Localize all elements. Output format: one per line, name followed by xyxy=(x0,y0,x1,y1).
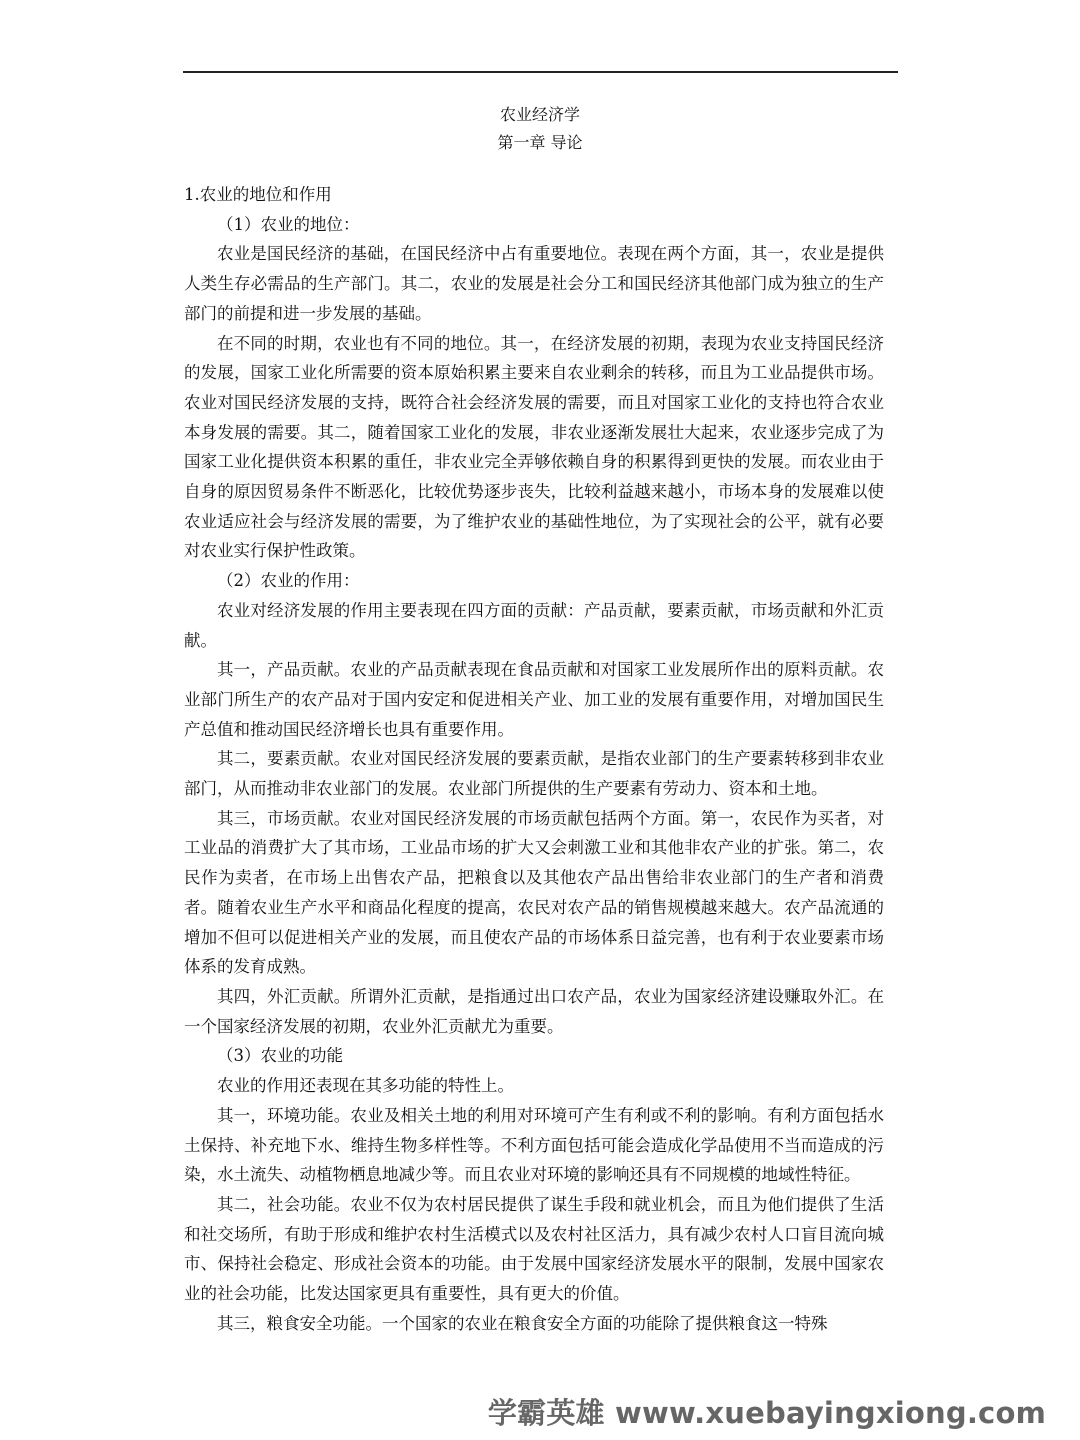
watermark-url: www.xuebayingxiong.com xyxy=(615,1396,1046,1430)
chapter-title: 第一章 导论 xyxy=(497,133,583,152)
paragraph: 其三，市场贡献。农业对国民经济发展的市场贡献包括两个方面。第一，农民作为买者，对工业品的消费扩大了其市场，工业品市场的扩大又会刺激工业和其他非农产业的扩张。第二，农民作为卖者，在市场上出售农产品，把粮食以及其他农产品出售给非农业部门的生产者和消费者。随着农业生产水平和商品化程度的提高，农民对农产品的销售规模越来越大。农产品流通的增加不但可以促进相关产业的发展，而且使农产品的市场体系日益完善，也有利于农业要素市场体系的发育成熟。 xyxy=(184,808,884,977)
section-heading: 1.农业的地位和作用 xyxy=(184,185,332,204)
paragraph: 其三，粮食安全功能。一个国家的农业在粮食安全方面的功能除了提供粮食这一特殊 xyxy=(217,1313,828,1333)
paragraph: 其四，外汇贡献。所谓外汇贡献，是指通过出口农产品，农业为国家经济建设赚取外汇。在一个国家经济发展的初期，农业外汇贡献尤为重要。 xyxy=(184,986,884,1036)
paragraph: 农业的作用还表现在其多功能的特性上。 xyxy=(217,1076,514,1096)
book-title: 农业经济学 xyxy=(499,105,580,124)
watermark xyxy=(488,1391,1046,1432)
document-body xyxy=(184,180,884,1338)
paragraph: 农业对经济发展的作用主要表现在四方面的贡献：产品贡献，要素贡献，市场贡献和外汇贡献。 xyxy=(184,600,884,650)
paragraph: 农业是国民经济的基础，在国民经济中占有重要地位。表现在两个方面，其一，农业是提供人类生存必需品的生产部门。其二，农业的发展是社会分工和国民经济其他部门成为独立的生产部门的前提和进一步发展的基础。 xyxy=(184,244,884,323)
watermark-brand: 学霸英雄 xyxy=(487,1396,605,1430)
subsection-heading: （1）农业的地位： xyxy=(217,214,360,234)
paragraph: 其二，社会功能。农业不仅为农村居民提供了谋生手段和就业机会，而且为他们提供了生活和社交场所，有助于形成和维护农村生活模式以及农村社区活力，具有减少农村人口盲目流向城市、保持社会稳定、形成社会资本的功能。由于发展中国家经济发展水平的限制，发展中国家农业的社会功能，比发达国家更具有重要性，具有更大的价值。 xyxy=(184,1194,884,1304)
header-rule xyxy=(183,71,898,73)
paragraph: 在不同的时期，农业也有不同的地位。其一，在经济发展的初期，表现为农业支持国民经济的发展，国家工业化所需要的资本原始积累主要来自农业剩余的转移，而且为工业品提供市场。农业对国民经济发展的支持，既符合社会经济发展的需要，而且对国家工业化的支持也符合农业本身发展的需要。其二，随着国家工业化的发展，非农业逐渐发展壮大起来，农业逐步完成了为国家工业化提供资本积累的重任，非农业完全弄够依赖自身的积累得到更快的发展。而农业由于自身的原因贸易条件不断恶化，比较优势逐步丧失，比较利益越来越小，市场本身的发展难以使农业适应社会与经济发展的需要，为了维护农业的基础性地位，为了实现社会的公平，就有必要对农业实行保护性政策。 xyxy=(184,333,884,561)
paragraph: 其一，产品贡献。农业的产品贡献表现在食品贡献和对国家工业发展所作出的原料贡献。农业部门所生产的农产品对于国内安定和促进相关产业、加工业的发展有重要作用，对增加国民生产总值和推动国民经济增长也具有重要作用。 xyxy=(184,660,884,739)
paragraph: 其一，环境功能。农业及相关土地的利用对环境可产生有利或不利的影响。有利方面包括水土保持、补充地下水、维持生物多样性等。不利方面包括可能会造成化学品使用不当而造成的污染，水土流失、动植物栖息地减少等。而且农业对环境的影响还具有不同规模的地域性特征。 xyxy=(184,1105,884,1185)
paragraph: 其二，要素贡献。农业对国民经济发展的要素贡献，是指农业部门的生产要素转移到非农业部门，从而推动非农业部门的发展。农业部门所提供的生产要素有劳动力、资本和土地。 xyxy=(184,749,884,799)
subsection-heading: （3）农业的功能 xyxy=(217,1046,343,1066)
subsection-heading: （2）农业的作用： xyxy=(217,571,360,591)
